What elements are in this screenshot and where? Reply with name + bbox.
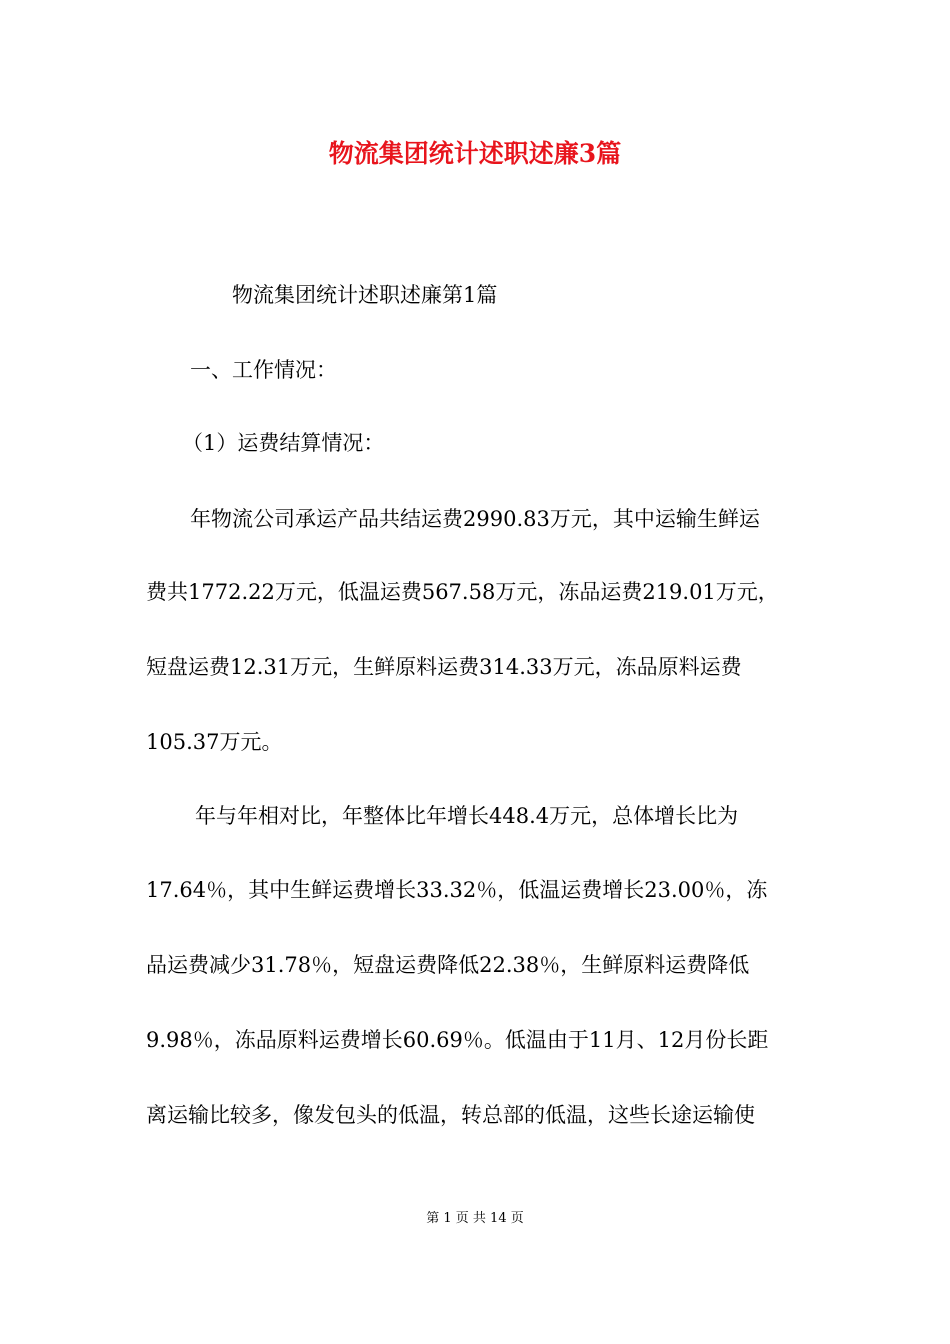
- section-title: 物流集团统计述职述廉第1篇: [232, 283, 498, 307]
- paragraph-line: 年物流公司承运产品共结运费2990.83万元，其中运输生鲜运: [190, 507, 760, 531]
- paragraph-line: 9.98％，冻品原料运费增长60.69％。低温由于11月、12月份长距: [146, 1028, 769, 1052]
- document-title: 物流集团统计述职述廉3篇: [328, 139, 622, 168]
- paragraph-line: 17.64％，其中生鲜运费增长33.32％，低温运费增长23.00％，冻: [146, 878, 768, 902]
- paragraph-line: 105.37万元。: [146, 730, 283, 754]
- paragraph-line: 品运费减少31.78％，短盘运费降低22.38％，生鲜原料运费降低: [146, 953, 750, 977]
- heading-work-situation: 一、工作情况：: [190, 358, 337, 382]
- paragraph-line: 费共1772.22万元，低温运费567.58万元，冻品运费219.01万元，: [146, 580, 779, 604]
- paragraph-line: 年与年相对比，年整体比年增长448.4万元，总体增长比为: [195, 804, 739, 828]
- paragraph-line: 短盘运费12.31万元，生鲜原料运费314.33万元，冻品原料运费: [146, 655, 742, 679]
- paragraph-line: 离运输比较多，像发包头的低温，转总部的低温，这些长途运输使: [146, 1103, 755, 1127]
- heading-freight-settlement: （1）运费结算情况：: [182, 431, 385, 455]
- page-number-footer: 第 1 页 共 14 页: [426, 1211, 524, 1226]
